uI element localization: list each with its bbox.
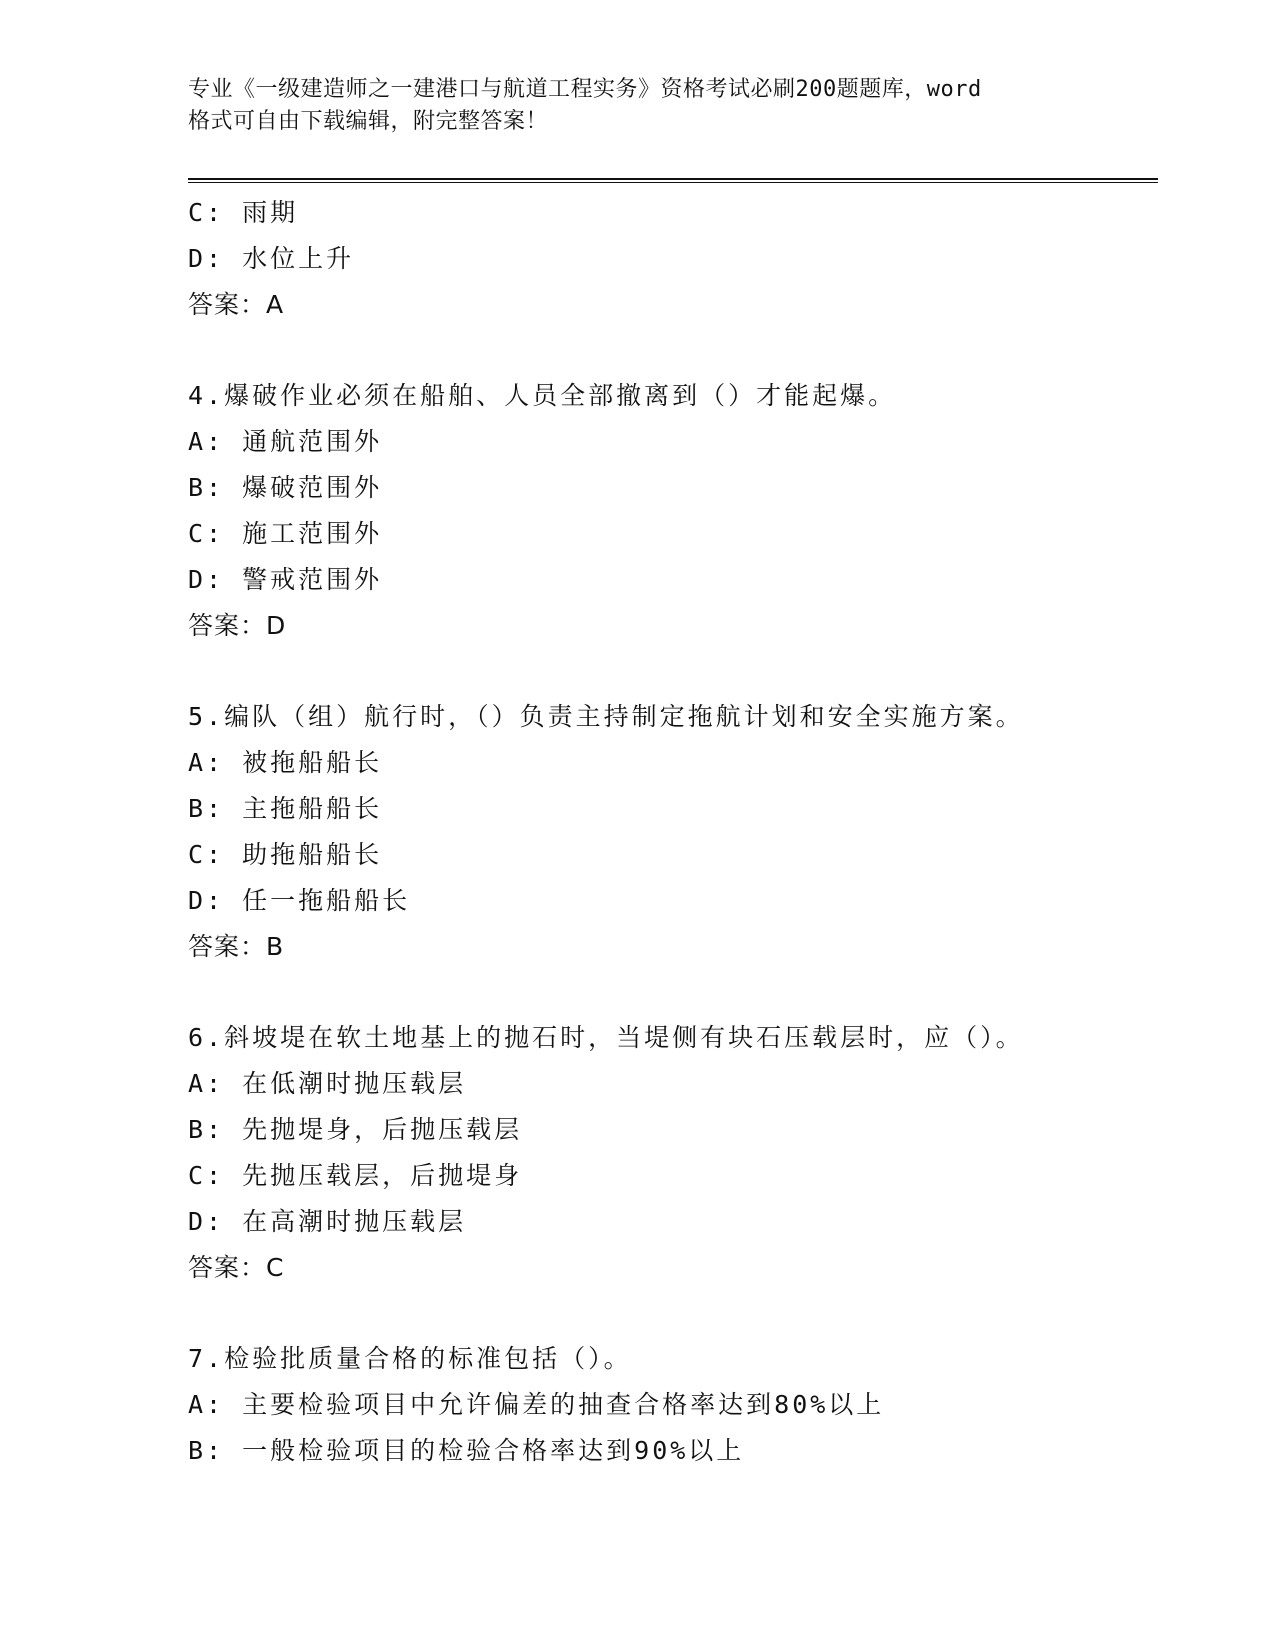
option-c: C: 施工范围外 [188,519,383,548]
answer-line: 答案：A [188,290,285,319]
header-divider [188,178,1158,183]
option-b: B: 爆破范围外 [188,473,383,502]
header-title-line-1: 专业《一级建造师之一建港口与航道工程实务》资格考试必刷200题题库，word [188,77,982,102]
question-4 [188,373,1168,649]
option-c: C: 先抛压载层，后抛堤身 [188,1161,523,1190]
option-b: B: 先抛堤身，后抛压载层 [188,1115,523,1144]
question-3-tail [188,190,1168,328]
option-b: B: 一般检验项目的检验合格率达到90%以上 [188,1436,745,1465]
option-d: D: 在高潮时抛压载层 [188,1207,467,1236]
option-a: A: 主要检验项目中允许偏差的抽查合格率达到80%以上 [188,1390,885,1419]
option-c: C: 雨期 [188,198,299,227]
option-d: D: 水位上升 [188,244,355,273]
question-stem: 7.检验批质量合格的标准包括（）。 [188,1344,632,1373]
question-6 [188,1015,1168,1291]
document-header [188,74,1088,138]
option-d: D: 任一拖船船长 [188,886,411,915]
option-a: A: 被拖船船长 [188,748,383,777]
question-list [188,190,1168,1474]
option-a: A: 在低潮时抛压载层 [188,1069,467,1098]
question-stem: 4.爆破作业必须在船舶、人员全部撤离到（）才能起爆。 [188,381,897,410]
option-b: B: 主拖船船长 [188,794,383,823]
answer-line: 答案：C [188,1253,285,1282]
header-title-line-2: 格式可自由下载编辑，附完整答案！ [188,109,549,134]
option-c: C: 助拖船船长 [188,840,383,869]
answer-line: 答案：D [188,611,287,640]
question-stem: 5.编队（组）航行时，（）负责主持制定拖航计划和安全实施方案。 [188,702,1024,731]
answer-line: 答案：B [188,932,285,961]
question-7 [188,1336,1168,1474]
question-stem: 6.斜坡堤在软土地基上的抛石时，当堤侧有块石压载层时，应（）。 [188,1023,1024,1052]
option-a: A: 通航范围外 [188,427,383,456]
option-d: D: 警戒范围外 [188,565,383,594]
question-5 [188,694,1168,970]
